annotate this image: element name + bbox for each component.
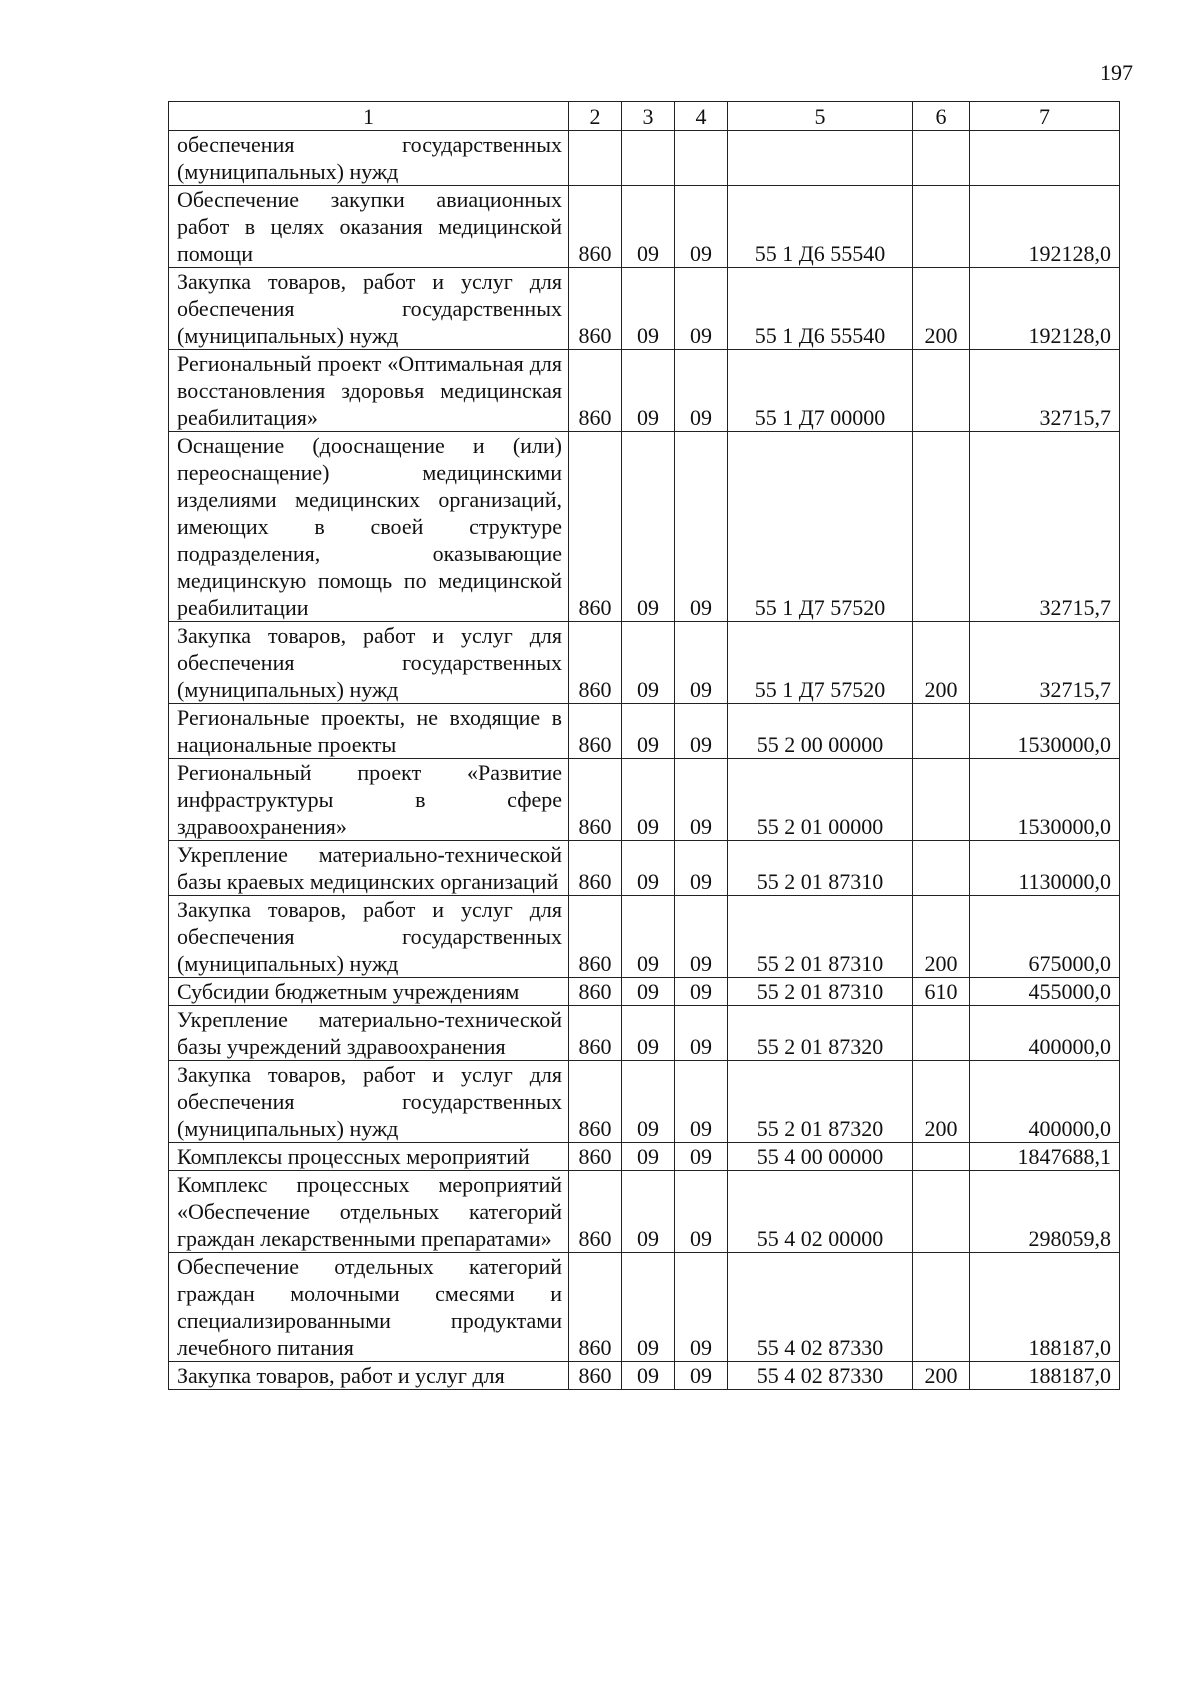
table-header-row bbox=[169, 102, 1120, 131]
header-cell-5: 5 bbox=[728, 102, 913, 131]
row-ministry-code: 860 bbox=[569, 759, 622, 841]
table-row bbox=[169, 268, 1120, 350]
row-target-article: 55 2 01 00000 bbox=[728, 759, 913, 841]
row-expense-type: 200 bbox=[913, 896, 970, 978]
row-expense-type bbox=[913, 1006, 970, 1061]
table-row bbox=[169, 1061, 1120, 1143]
row-section-code: 09 bbox=[622, 759, 675, 841]
row-description: Комплексы процессных мероприятий bbox=[169, 1143, 569, 1171]
row-expense-type bbox=[913, 759, 970, 841]
row-description: обеспечения государственных (муниципальных) нужд bbox=[169, 131, 569, 186]
row-amount: 188187,0 bbox=[970, 1362, 1120, 1390]
row-ministry-code: 860 bbox=[569, 704, 622, 759]
row-target-article: 55 2 01 87320 bbox=[728, 1006, 913, 1061]
table-row bbox=[169, 704, 1120, 759]
row-section-code: 09 bbox=[622, 1253, 675, 1362]
row-expense-type: 200 bbox=[913, 1061, 970, 1143]
row-amount: 32715,7 bbox=[970, 432, 1120, 622]
row-expense-type: 200 bbox=[913, 1362, 970, 1390]
row-target-article bbox=[728, 131, 913, 186]
row-target-article: 55 2 01 87310 bbox=[728, 841, 913, 896]
table-row bbox=[169, 1006, 1120, 1061]
row-description: Региональный проект «Оптимальная для восстановления здоровья медицинская реабилитация» bbox=[169, 350, 569, 432]
row-amount: 298059,8 bbox=[970, 1171, 1120, 1253]
row-target-article: 55 2 01 87310 bbox=[728, 896, 913, 978]
header-cell-1: 1 bbox=[169, 102, 569, 131]
table-row bbox=[169, 1171, 1120, 1253]
row-section-code: 09 bbox=[622, 704, 675, 759]
table-row bbox=[169, 896, 1120, 978]
header-cell-6: 6 bbox=[913, 102, 970, 131]
row-description: Закупка товаров, работ и услуг для bbox=[169, 1362, 569, 1390]
row-target-article: 55 1 Д6 55540 bbox=[728, 268, 913, 350]
row-subsection-code: 09 bbox=[675, 896, 728, 978]
row-description: Региональные проекты, не входящие в национальные проекты bbox=[169, 704, 569, 759]
row-amount: 192128,0 bbox=[970, 186, 1120, 268]
row-ministry-code: 860 bbox=[569, 1061, 622, 1143]
table-row bbox=[169, 759, 1120, 841]
row-subsection-code bbox=[675, 131, 728, 186]
row-subsection-code: 09 bbox=[675, 1171, 728, 1253]
table-row bbox=[169, 131, 1120, 186]
row-amount: 32715,7 bbox=[970, 622, 1120, 704]
table-row bbox=[169, 432, 1120, 622]
row-section-code: 09 bbox=[622, 268, 675, 350]
row-expense-type bbox=[913, 131, 970, 186]
row-description: Укрепление материально-технической базы краевых медицинских организаций bbox=[169, 841, 569, 896]
row-description: Комплекс процессных мероприятий «Обеспечение отдельных категорий граждан лекарственными препаратами» bbox=[169, 1171, 569, 1253]
row-ministry-code: 860 bbox=[569, 841, 622, 896]
row-section-code bbox=[622, 131, 675, 186]
row-target-article: 55 2 00 00000 bbox=[728, 704, 913, 759]
row-subsection-code: 09 bbox=[675, 1253, 728, 1362]
row-description: Субсидии бюджетным учреждениям bbox=[169, 978, 569, 1006]
row-subsection-code: 09 bbox=[675, 1143, 728, 1171]
row-ministry-code: 860 bbox=[569, 1171, 622, 1253]
page-number: 197 bbox=[1100, 60, 1133, 85]
table-row bbox=[169, 350, 1120, 432]
row-amount: 32715,7 bbox=[970, 350, 1120, 432]
row-description: Оснащение (дооснащение и (или) переоснащение) медицинскими изделиями медицинских организаций, имеющих в своей структуре подразделения, оказывающие медицинскую помощь по медицинской реабилитации bbox=[169, 432, 569, 622]
row-target-article: 55 1 Д7 00000 bbox=[728, 350, 913, 432]
row-section-code: 09 bbox=[622, 1143, 675, 1171]
table-row bbox=[169, 1143, 1120, 1171]
row-ministry-code: 860 bbox=[569, 432, 622, 622]
row-amount: 188187,0 bbox=[970, 1253, 1120, 1362]
row-description: Закупка товаров, работ и услуг для обеспечения государственных (муниципальных) нужд bbox=[169, 1061, 569, 1143]
table-row bbox=[169, 186, 1120, 268]
row-amount: 192128,0 bbox=[970, 268, 1120, 350]
row-ministry-code: 860 bbox=[569, 896, 622, 978]
row-expense-type: 610 bbox=[913, 978, 970, 1006]
row-section-code: 09 bbox=[622, 1362, 675, 1390]
row-subsection-code: 09 bbox=[675, 622, 728, 704]
row-expense-type bbox=[913, 432, 970, 622]
header-cell-7: 7 bbox=[970, 102, 1120, 131]
row-amount: 1530000,0 bbox=[970, 759, 1120, 841]
row-expense-type bbox=[913, 186, 970, 268]
row-section-code: 09 bbox=[622, 896, 675, 978]
row-description: Закупка товаров, работ и услуг для обеспечения государственных (муниципальных) нужд bbox=[169, 268, 569, 350]
row-target-article: 55 1 Д7 57520 bbox=[728, 622, 913, 704]
row-target-article: 55 4 02 87330 bbox=[728, 1362, 913, 1390]
row-subsection-code: 09 bbox=[675, 432, 728, 622]
row-subsection-code: 09 bbox=[675, 1061, 728, 1143]
row-ministry-code: 860 bbox=[569, 186, 622, 268]
row-amount: 1130000,0 bbox=[970, 841, 1120, 896]
row-target-article: 55 1 Д7 57520 bbox=[728, 432, 913, 622]
row-expense-type bbox=[913, 1171, 970, 1253]
row-ministry-code: 860 bbox=[569, 1362, 622, 1390]
row-description: Обеспечение отдельных категорий граждан молочными смесями и специализированными продуктами лечебного питания bbox=[169, 1253, 569, 1362]
row-ministry-code: 860 bbox=[569, 1253, 622, 1362]
row-expense-type bbox=[913, 1143, 970, 1171]
row-section-code: 09 bbox=[622, 1061, 675, 1143]
table-row bbox=[169, 1253, 1120, 1362]
row-ministry-code: 860 bbox=[569, 622, 622, 704]
header-cell-4: 4 bbox=[675, 102, 728, 131]
row-ministry-code: 860 bbox=[569, 978, 622, 1006]
row-amount: 455000,0 bbox=[970, 978, 1120, 1006]
row-expense-type bbox=[913, 350, 970, 432]
row-subsection-code: 09 bbox=[675, 704, 728, 759]
table-row bbox=[169, 1362, 1120, 1390]
row-amount: 1530000,0 bbox=[970, 704, 1120, 759]
row-section-code: 09 bbox=[622, 186, 675, 268]
row-subsection-code: 09 bbox=[675, 978, 728, 1006]
row-section-code: 09 bbox=[622, 978, 675, 1006]
row-description: Региональный проект «Развитие инфраструктуры в сфере здравоохранения» bbox=[169, 759, 569, 841]
row-description: Закупка товаров, работ и услуг для обеспечения государственных (муниципальных) нужд bbox=[169, 622, 569, 704]
row-subsection-code: 09 bbox=[675, 1362, 728, 1390]
row-subsection-code: 09 bbox=[675, 268, 728, 350]
row-target-article: 55 1 Д6 55540 bbox=[728, 186, 913, 268]
row-expense-type bbox=[913, 704, 970, 759]
table-row bbox=[169, 622, 1120, 704]
budget-table bbox=[168, 101, 1120, 1390]
row-target-article: 55 2 01 87310 bbox=[728, 978, 913, 1006]
row-section-code: 09 bbox=[622, 622, 675, 704]
row-amount bbox=[970, 131, 1120, 186]
row-section-code: 09 bbox=[622, 432, 675, 622]
row-section-code: 09 bbox=[622, 841, 675, 896]
row-expense-type: 200 bbox=[913, 622, 970, 704]
row-subsection-code: 09 bbox=[675, 841, 728, 896]
row-ministry-code: 860 bbox=[569, 268, 622, 350]
row-expense-type bbox=[913, 841, 970, 896]
row-amount: 400000,0 bbox=[970, 1006, 1120, 1061]
row-subsection-code: 09 bbox=[675, 1006, 728, 1061]
row-target-article: 55 2 01 87320 bbox=[728, 1061, 913, 1143]
row-section-code: 09 bbox=[622, 350, 675, 432]
row-description: Укрепление материально-технической базы учреждений здравоохранения bbox=[169, 1006, 569, 1061]
row-subsection-code: 09 bbox=[675, 350, 728, 432]
table-row bbox=[169, 978, 1120, 1006]
row-ministry-code: 860 bbox=[569, 1143, 622, 1171]
row-section-code: 09 bbox=[622, 1006, 675, 1061]
row-expense-type bbox=[913, 1253, 970, 1362]
row-amount: 1847688,1 bbox=[970, 1143, 1120, 1171]
row-target-article: 55 4 02 87330 bbox=[728, 1253, 913, 1362]
row-subsection-code: 09 bbox=[675, 186, 728, 268]
row-ministry-code: 860 bbox=[569, 350, 622, 432]
row-target-article: 55 4 02 00000 bbox=[728, 1171, 913, 1253]
row-description: Обеспечение закупки авиационных работ в целях оказания медицинской помощи bbox=[169, 186, 569, 268]
header-cell-2: 2 bbox=[569, 102, 622, 131]
header-cell-3: 3 bbox=[622, 102, 675, 131]
row-target-article: 55 4 00 00000 bbox=[728, 1143, 913, 1171]
row-ministry-code: 860 bbox=[569, 1006, 622, 1061]
row-amount: 400000,0 bbox=[970, 1061, 1120, 1143]
row-ministry-code bbox=[569, 131, 622, 186]
row-description: Закупка товаров, работ и услуг для обеспечения государственных (муниципальных) нужд bbox=[169, 896, 569, 978]
row-expense-type: 200 bbox=[913, 268, 970, 350]
row-amount: 675000,0 bbox=[970, 896, 1120, 978]
table-row bbox=[169, 841, 1120, 896]
row-subsection-code: 09 bbox=[675, 759, 728, 841]
row-section-code: 09 bbox=[622, 1171, 675, 1253]
